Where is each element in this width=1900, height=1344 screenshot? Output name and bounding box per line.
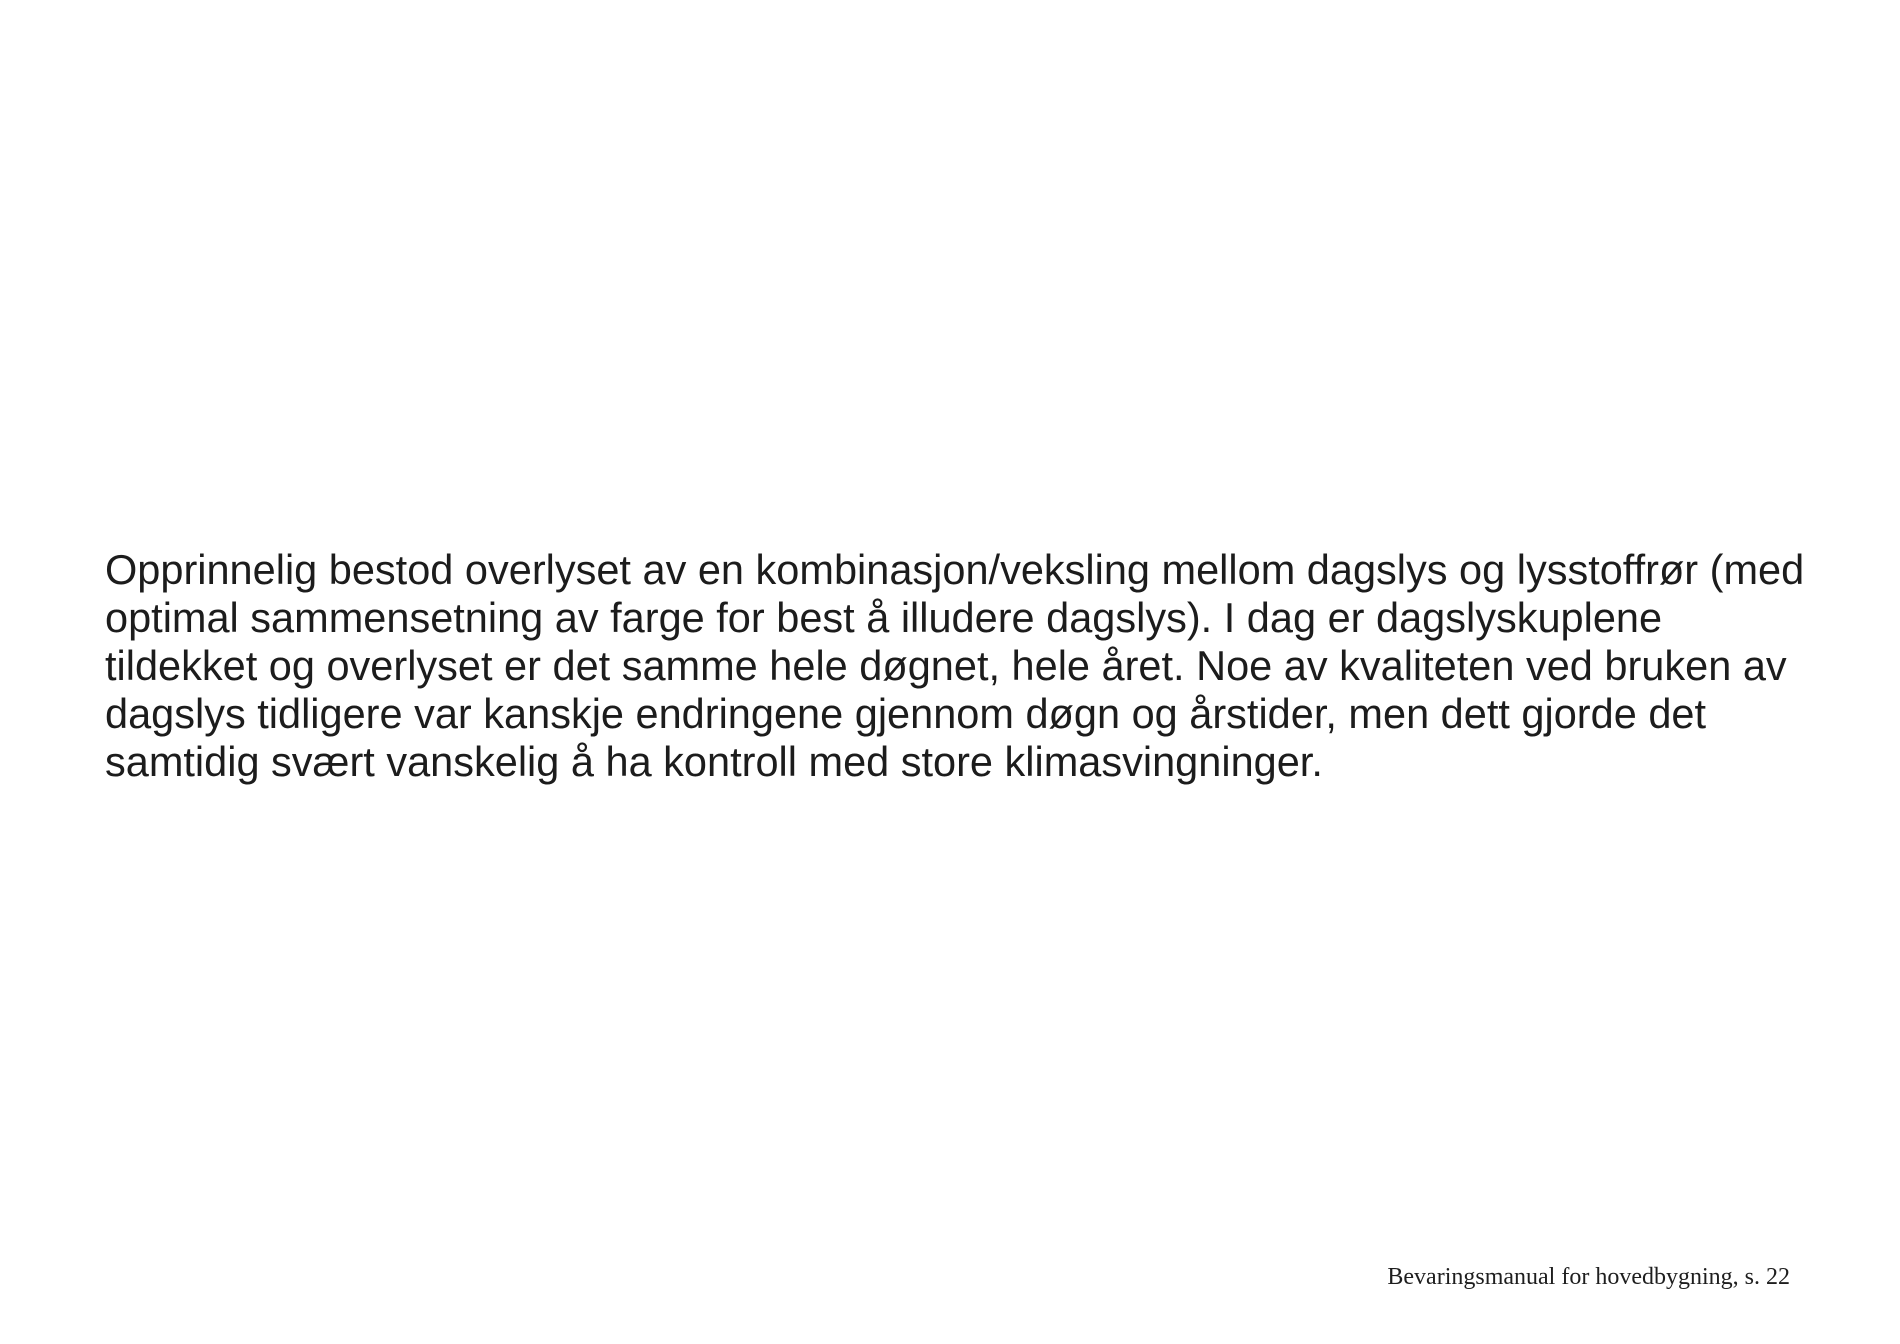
body-paragraph	[105, 546, 1825, 786]
paragraph-line: tildekket og overlyset er det samme hele døgnet, hele året. Noe av kvaliteten ved bruken av	[105, 642, 1787, 689]
paragraph-line: optimal sammensetning av farge for best å illudere dagslys). I dag er dagslyskuplene	[105, 594, 1663, 641]
paragraph-line: Opprinnelig bestod overlyset av en kombinasjon/veksling mellom dagslys og lysstoffrør (med	[105, 546, 1805, 593]
paragraph-line: samtidig svært vanskelig å ha kontroll med store klimasvingninger.	[105, 738, 1323, 785]
footer-citation: Bevaringsmanual for hovedbygning, s. 22	[1387, 1264, 1790, 1290]
paragraph-line: dagslys tidligere var kanskje endringene gjennom døgn og årstider, men dett gjorde det	[105, 690, 1707, 737]
